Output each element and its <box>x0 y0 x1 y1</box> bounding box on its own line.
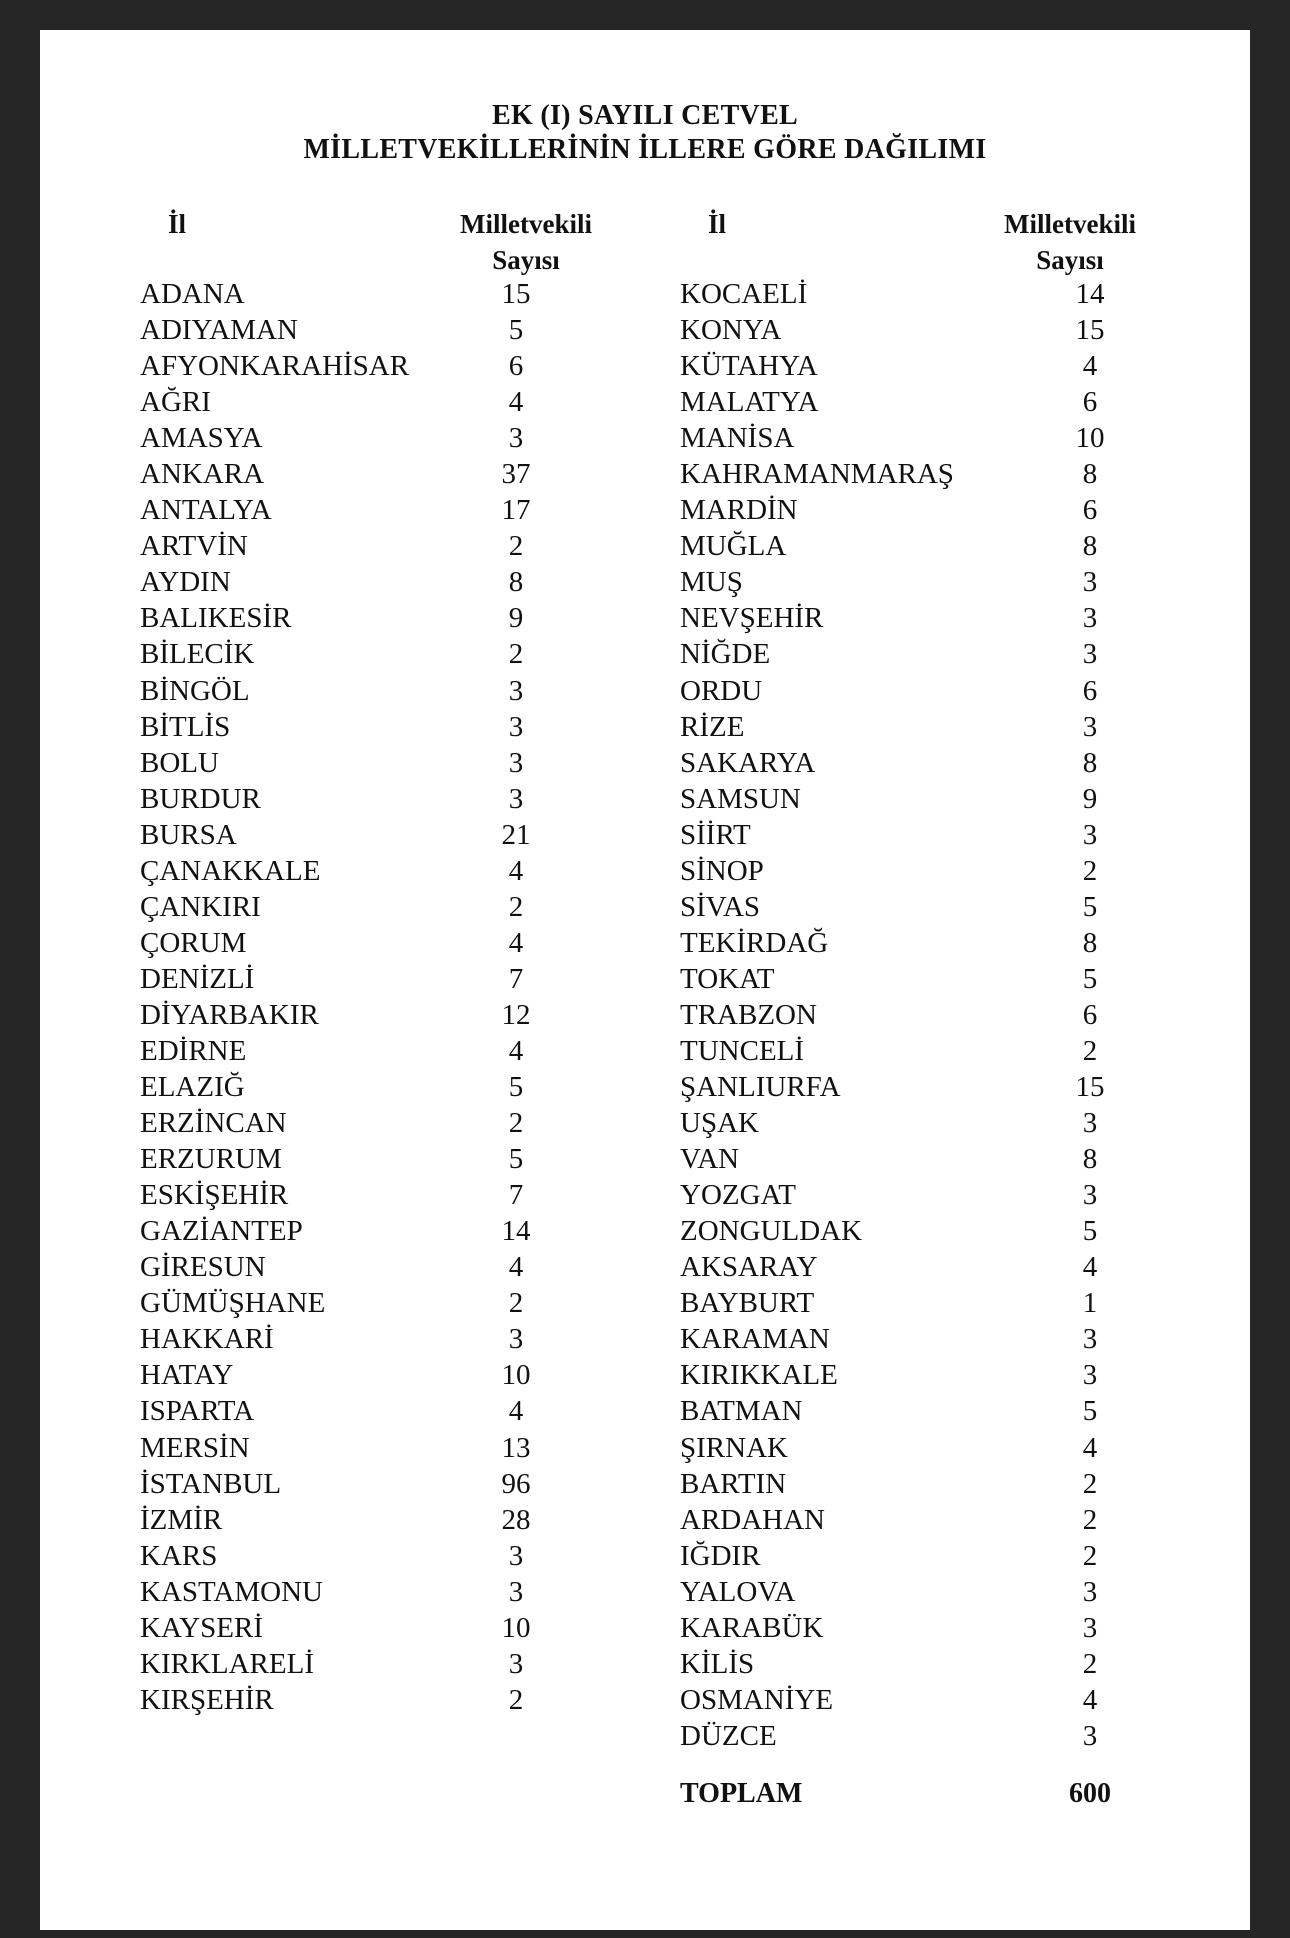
deputy-count: 8 <box>1082 530 1098 563</box>
deputy-count: 4 <box>1082 1431 1098 1464</box>
deputy-count: 5 <box>508 1071 524 1104</box>
province-name: MANİSA <box>680 422 795 455</box>
province-row <box>140 1141 540 1177</box>
province-name: ISPARTA <box>140 1395 255 1428</box>
province-row <box>140 1069 540 1105</box>
province-name: GAZİANTEP <box>140 1215 303 1248</box>
province-name: KAYSERİ <box>140 1611 264 1644</box>
deputy-count: 2 <box>1082 1503 1098 1536</box>
deputy-count: 4 <box>508 926 524 959</box>
deputy-count: 2 <box>508 638 524 671</box>
deputy-count: 8 <box>1082 926 1098 959</box>
deputy-count: 3 <box>1082 710 1098 743</box>
province-name: KIRŞEHİR <box>140 1683 274 1716</box>
province-name: AKSARAY <box>680 1251 818 1284</box>
province-name: TOKAT <box>680 962 775 995</box>
deputy-count: 2 <box>1082 1034 1098 1067</box>
province-name: SİİRT <box>680 818 751 851</box>
deputy-count: 2 <box>1082 1539 1098 1572</box>
deputy-count: 10 <box>1075 422 1105 455</box>
document-subtitle: MİLLETVEKİLLERİNİN İLLERE GÖRE DAĞILIMI <box>303 134 987 165</box>
deputy-count: 5 <box>1082 1215 1098 1248</box>
right-province-list <box>680 276 1110 1754</box>
province-row <box>140 1538 540 1574</box>
province-name: MUŞ <box>680 566 743 599</box>
deputy-count: 3 <box>1082 1107 1098 1140</box>
header-count-left-line1: Milletvekili <box>460 209 592 239</box>
province-row <box>680 1285 1110 1321</box>
province-name: YOZGAT <box>680 1179 796 1212</box>
header-il-right: İl <box>708 209 727 239</box>
province-name: DÜZCE <box>680 1719 777 1752</box>
deputy-count: 3 <box>1082 602 1098 635</box>
province-name: BURSA <box>140 818 237 851</box>
deputy-count: 7 <box>508 1179 524 1212</box>
deputy-count: 2 <box>508 1683 524 1716</box>
province-row <box>680 961 1110 997</box>
header-count-right <box>970 206 1170 278</box>
deputy-count: 4 <box>508 386 524 419</box>
province-row <box>140 781 540 817</box>
province-row <box>680 673 1110 709</box>
deputy-count: 8 <box>1082 746 1098 779</box>
deputy-count: 2 <box>1082 1647 1098 1680</box>
province-row <box>680 1646 1110 1682</box>
province-name: SİNOP <box>680 854 764 887</box>
province-name: ÇORUM <box>140 926 247 959</box>
province-name: SAMSUN <box>680 782 801 815</box>
province-row <box>680 1682 1110 1718</box>
province-row <box>680 564 1110 600</box>
header-count-right-line1: Milletvekili <box>1004 209 1136 239</box>
province-row <box>140 1682 540 1718</box>
province-row <box>680 889 1110 925</box>
province-name: AFYONKARAHİSAR <box>140 350 410 383</box>
province-row <box>140 673 540 709</box>
province-row <box>140 1357 540 1393</box>
province-row <box>140 1430 540 1466</box>
province-name: ORDU <box>680 674 763 707</box>
province-row <box>140 1177 540 1213</box>
deputy-count: 3 <box>508 1647 524 1680</box>
province-name: ŞIRNAK <box>680 1431 788 1464</box>
deputy-count: 14 <box>1075 278 1105 310</box>
province-name: NEVŞEHİR <box>680 602 824 635</box>
province-row <box>140 745 540 781</box>
province-row <box>680 600 1110 636</box>
province-name: SAKARYA <box>680 746 816 779</box>
deputy-count: 96 <box>501 1467 531 1500</box>
province-name: EDİRNE <box>140 1034 247 1067</box>
province-row <box>680 745 1110 781</box>
province-name: ARTVİN <box>140 530 248 563</box>
province-row <box>680 925 1110 961</box>
province-row <box>680 1141 1110 1177</box>
province-row <box>140 817 540 853</box>
province-name: AYDIN <box>140 566 231 599</box>
province-name: KARABÜK <box>680 1611 824 1644</box>
province-name: BURDUR <box>140 782 261 815</box>
province-name: ADANA <box>140 278 245 310</box>
province-row <box>680 348 1110 384</box>
province-name: MERSİN <box>140 1431 250 1464</box>
province-name: HAKKARİ <box>140 1323 274 1356</box>
deputy-count: 13 <box>501 1431 531 1464</box>
deputy-count: 3 <box>508 710 524 743</box>
province-row <box>680 1069 1110 1105</box>
province-name: AĞRI <box>140 386 211 419</box>
deputy-count: 3 <box>508 1539 524 1572</box>
province-name: VAN <box>680 1143 740 1176</box>
deputy-count: 2 <box>508 1287 524 1320</box>
deputy-count: 4 <box>508 1251 524 1284</box>
province-name: DİYARBAKIR <box>140 998 319 1031</box>
province-row <box>140 1285 540 1321</box>
deputy-count: 2 <box>508 1107 524 1140</box>
province-name: BİNGÖL <box>140 674 250 707</box>
deputy-count: 3 <box>508 674 524 707</box>
province-row <box>680 1321 1110 1357</box>
province-name: KIRIKKALE <box>680 1359 838 1392</box>
province-row <box>140 564 540 600</box>
header-count-right-line2: Sayısı <box>1036 245 1104 275</box>
province-row <box>140 1393 540 1429</box>
province-row <box>140 1466 540 1502</box>
province-name: ADIYAMAN <box>140 314 298 347</box>
province-row <box>140 420 540 456</box>
deputy-count: 17 <box>501 494 531 527</box>
province-row <box>680 1213 1110 1249</box>
deputy-count: 4 <box>1082 1683 1098 1716</box>
province-row <box>680 997 1110 1033</box>
province-name: UŞAK <box>680 1107 759 1140</box>
province-row <box>140 636 540 672</box>
deputy-count: 3 <box>508 422 524 455</box>
province-name: BARTIN <box>680 1467 787 1500</box>
province-name: ELAZIĞ <box>140 1071 245 1104</box>
deputy-count: 3 <box>508 1575 524 1608</box>
province-name: GİRESUN <box>140 1251 266 1284</box>
province-row <box>140 1502 540 1538</box>
deputy-count: 5 <box>1082 962 1098 995</box>
deputy-count: 8 <box>508 566 524 599</box>
province-name: ESKİŞEHİR <box>140 1179 289 1212</box>
province-name: NİĞDE <box>680 638 771 671</box>
deputy-count: 2 <box>1082 1467 1098 1500</box>
province-row <box>680 492 1110 528</box>
header-count-left-line2: Sayısı <box>492 245 560 275</box>
province-name: SİVAS <box>680 890 761 923</box>
province-name: KASTAMONU <box>140 1575 323 1608</box>
deputy-count: 4 <box>1082 1251 1098 1284</box>
deputy-count: 9 <box>1082 782 1098 815</box>
deputy-count: 3 <box>1082 1179 1098 1212</box>
province-row <box>680 312 1110 348</box>
province-name: ANKARA <box>140 458 265 491</box>
province-row <box>680 1033 1110 1069</box>
deputy-count: 1 <box>1082 1287 1098 1320</box>
province-row <box>680 817 1110 853</box>
province-row <box>680 1430 1110 1466</box>
province-name: ARDAHAN <box>680 1503 825 1536</box>
province-row <box>680 528 1110 564</box>
province-row <box>140 600 540 636</box>
deputy-count: 2 <box>508 530 524 563</box>
deputy-count: 6 <box>1082 386 1098 419</box>
deputy-count: 3 <box>1082 818 1098 851</box>
deputy-count: 2 <box>508 890 524 923</box>
province-row <box>680 781 1110 817</box>
province-name: ERZİNCAN <box>140 1107 287 1140</box>
deputy-count: 3 <box>1082 638 1098 671</box>
province-row <box>140 889 540 925</box>
province-row <box>680 1574 1110 1610</box>
province-row <box>680 1105 1110 1141</box>
deputy-count: 3 <box>1082 1359 1098 1392</box>
deputy-count: 3 <box>508 746 524 779</box>
province-row <box>680 1357 1110 1393</box>
header-il-left: İl <box>168 209 187 239</box>
province-row <box>140 1213 540 1249</box>
province-row <box>680 1718 1110 1754</box>
province-name: BİTLİS <box>140 710 231 743</box>
province-row <box>140 1610 540 1646</box>
deputy-count: 3 <box>508 782 524 815</box>
deputy-count: 12 <box>501 998 531 1031</box>
province-name: ÇANAKKALE <box>140 854 321 887</box>
province-name: RİZE <box>680 710 745 743</box>
province-row <box>680 1538 1110 1574</box>
deputy-count: 28 <box>501 1503 531 1536</box>
deputy-count: 15 <box>501 278 531 310</box>
province-name: KARAMAN <box>680 1323 830 1356</box>
deputy-count: 15 <box>1075 314 1105 347</box>
province-name: BAYBURT <box>680 1287 815 1320</box>
deputy-count: 6 <box>1082 494 1098 527</box>
deputy-count: 4 <box>508 1034 524 1067</box>
deputy-count: 4 <box>1082 350 1098 383</box>
deputy-count: 2 <box>1082 854 1098 887</box>
deputy-count: 21 <box>501 818 531 851</box>
deputy-count: 8 <box>1082 458 1098 491</box>
province-row <box>680 384 1110 420</box>
province-row <box>140 925 540 961</box>
province-name: KÜTAHYA <box>680 350 818 383</box>
province-name: GÜMÜŞHANE <box>140 1287 326 1320</box>
province-name: KİLİS <box>680 1647 755 1680</box>
province-row <box>680 1177 1110 1213</box>
province-row <box>140 709 540 745</box>
deputy-count: 3 <box>1082 1719 1098 1752</box>
province-name: KAHRAMANMARAŞ <box>680 458 954 491</box>
province-row <box>140 1646 540 1682</box>
deputy-count: 3 <box>1082 566 1098 599</box>
province-name: KOCAELİ <box>680 278 808 310</box>
province-row <box>680 1466 1110 1502</box>
province-name: BALIKESİR <box>140 602 292 635</box>
deputy-count: 4 <box>508 1395 524 1428</box>
province-name: ZONGULDAK <box>680 1215 863 1248</box>
province-row <box>140 1249 540 1285</box>
province-name: ÇANKIRI <box>140 890 261 923</box>
province-name: BİLECİK <box>140 638 255 671</box>
province-name: MARDİN <box>680 494 798 527</box>
province-name: TUNCELİ <box>680 1034 805 1067</box>
province-row <box>140 1033 540 1069</box>
province-name: OSMANİYE <box>680 1683 834 1716</box>
deputy-count: 9 <box>508 602 524 635</box>
total-value: 600 <box>1069 1778 1111 1809</box>
province-row <box>680 1249 1110 1285</box>
province-row <box>140 348 540 384</box>
province-name: TRABZON <box>680 998 817 1031</box>
total-label: TOPLAM <box>680 1778 803 1809</box>
province-name: İZMİR <box>140 1503 223 1536</box>
deputy-count: 6 <box>508 350 524 383</box>
header-count-left <box>426 206 626 278</box>
left-province-list <box>140 276 540 1718</box>
province-row <box>140 1574 540 1610</box>
province-row <box>680 1502 1110 1538</box>
province-row <box>680 276 1110 312</box>
province-row <box>140 528 540 564</box>
province-name: AMASYA <box>140 422 263 455</box>
province-row <box>140 456 540 492</box>
deputy-count: 5 <box>508 314 524 347</box>
province-row <box>140 997 540 1033</box>
province-name: HATAY <box>140 1359 234 1392</box>
deputy-count: 6 <box>1082 674 1098 707</box>
province-row <box>140 961 540 997</box>
province-row <box>140 853 540 889</box>
deputy-count: 10 <box>501 1359 531 1392</box>
deputy-count: 5 <box>508 1143 524 1176</box>
province-name: BOLU <box>140 746 219 779</box>
province-name: TEKİRDAĞ <box>680 926 829 959</box>
document-title: EK (I) SAYILI CETVEL <box>491 100 799 131</box>
province-row <box>680 636 1110 672</box>
deputy-count: 5 <box>1082 1395 1098 1428</box>
deputy-count: 3 <box>1082 1575 1098 1608</box>
deputy-count: 14 <box>501 1215 531 1248</box>
province-name: KONYA <box>680 314 782 347</box>
document-page <box>40 30 1250 1930</box>
province-name: DENİZLİ <box>140 962 255 995</box>
province-name: ANTALYA <box>140 494 272 527</box>
province-row <box>680 1610 1110 1646</box>
province-row <box>140 384 540 420</box>
deputy-count: 6 <box>1082 998 1098 1031</box>
province-row <box>680 709 1110 745</box>
deputy-count: 8 <box>1082 1143 1098 1176</box>
deputy-count: 3 <box>508 1323 524 1356</box>
province-row <box>140 1105 540 1141</box>
province-name: İSTANBUL <box>140 1467 282 1500</box>
deputy-count: 3 <box>1082 1611 1098 1644</box>
province-row <box>680 420 1110 456</box>
province-row <box>140 1321 540 1357</box>
province-row <box>680 1393 1110 1429</box>
province-row <box>140 492 540 528</box>
deputy-count: 3 <box>1082 1323 1098 1356</box>
deputy-count: 37 <box>501 458 531 491</box>
deputy-count: 15 <box>1075 1071 1105 1104</box>
province-name: MALATYA <box>680 386 819 419</box>
province-name: MUĞLA <box>680 530 787 563</box>
province-name: ŞANLIURFA <box>680 1071 841 1104</box>
province-name: KARS <box>140 1539 218 1572</box>
province-row <box>140 312 540 348</box>
province-row <box>680 853 1110 889</box>
deputy-count: 7 <box>508 962 524 995</box>
province-name: YALOVA <box>680 1575 796 1608</box>
deputy-count: 4 <box>508 854 524 887</box>
province-name: KIRKLARELİ <box>140 1647 314 1680</box>
deputy-count: 10 <box>501 1611 531 1644</box>
province-name: BATMAN <box>680 1395 803 1428</box>
deputy-count: 5 <box>1082 890 1098 923</box>
province-row <box>140 276 540 312</box>
province-row <box>680 456 1110 492</box>
province-name: IĞDIR <box>680 1539 761 1572</box>
province-name: ERZURUM <box>140 1143 282 1176</box>
